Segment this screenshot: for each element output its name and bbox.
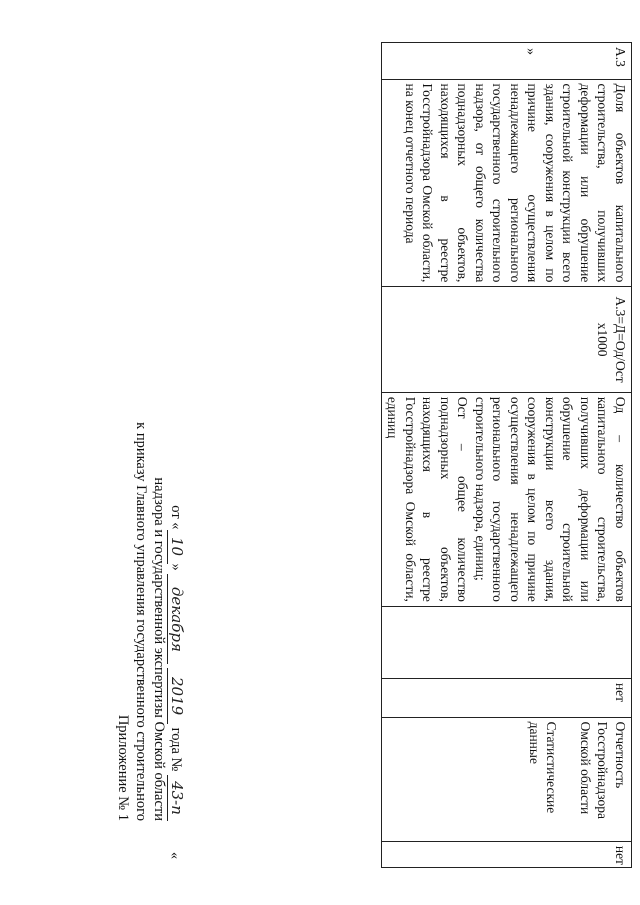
indicator-number: А.3 — [382, 43, 632, 80]
closing-quote: » — [523, 48, 538, 55]
table-row — [382, 43, 632, 868]
indicator-formula: А.3=Д=Од/Ост х1000 — [382, 287, 632, 392]
source-statistics: Статистические данные — [527, 721, 560, 814]
appendix-title: Приложение № 1 — [115, 714, 131, 821]
empty-cell — [382, 606, 632, 678]
year-suffix: года № — [168, 727, 184, 772]
handwritten-order-number: 43-п — [167, 775, 186, 821]
handwritten-month: декабря — [167, 574, 186, 664]
formula-description — [382, 392, 632, 606]
variable-od-description: Од – количество объектов капитального строительства, получивших деформации или обрушение строительной конструкции всего здания, сооружения в целом по причине осуществления ненадлежащего регионального государственного строительного надзора, единиц; — [473, 396, 628, 602]
source-reporting: Отчетность Госстройнадзора Омской области — [578, 721, 628, 820]
variable-ost-description: Ост – общее количество поднадзорных объектов, находящихся в реестре Госстройнадзора Омской области, единиц — [385, 396, 471, 602]
handwritten-year: 2019 — [167, 668, 186, 724]
indicator-name: Доля объектов капитального строительства, получивших деформации или обрушение строительной конструкции всего здания, сооружения в целом по причине осуществления ненадлежащего регионального государственного строительного надзора, от общего количества поднадзорных объектов, находящихся в реестре Госстройнадзора Омской области, на конец отчетного периода — [382, 79, 632, 287]
date-mid: » — [168, 563, 184, 571]
flag-cell-1: нет — [382, 678, 632, 717]
date-prefix: от « — [168, 505, 184, 530]
flag-cell-2: нет — [382, 841, 632, 867]
opening-quote: « — [167, 852, 182, 859]
order-reference-line: к приказу Главного управления государственного строительного — [133, 422, 149, 821]
agency-line: надзора и государственной экспертизы Омской области — [151, 477, 167, 821]
handwritten-day: 10 — [167, 530, 186, 564]
indicator-table — [381, 42, 632, 868]
data-sources — [382, 717, 632, 841]
order-date-line — [167, 261, 186, 821]
